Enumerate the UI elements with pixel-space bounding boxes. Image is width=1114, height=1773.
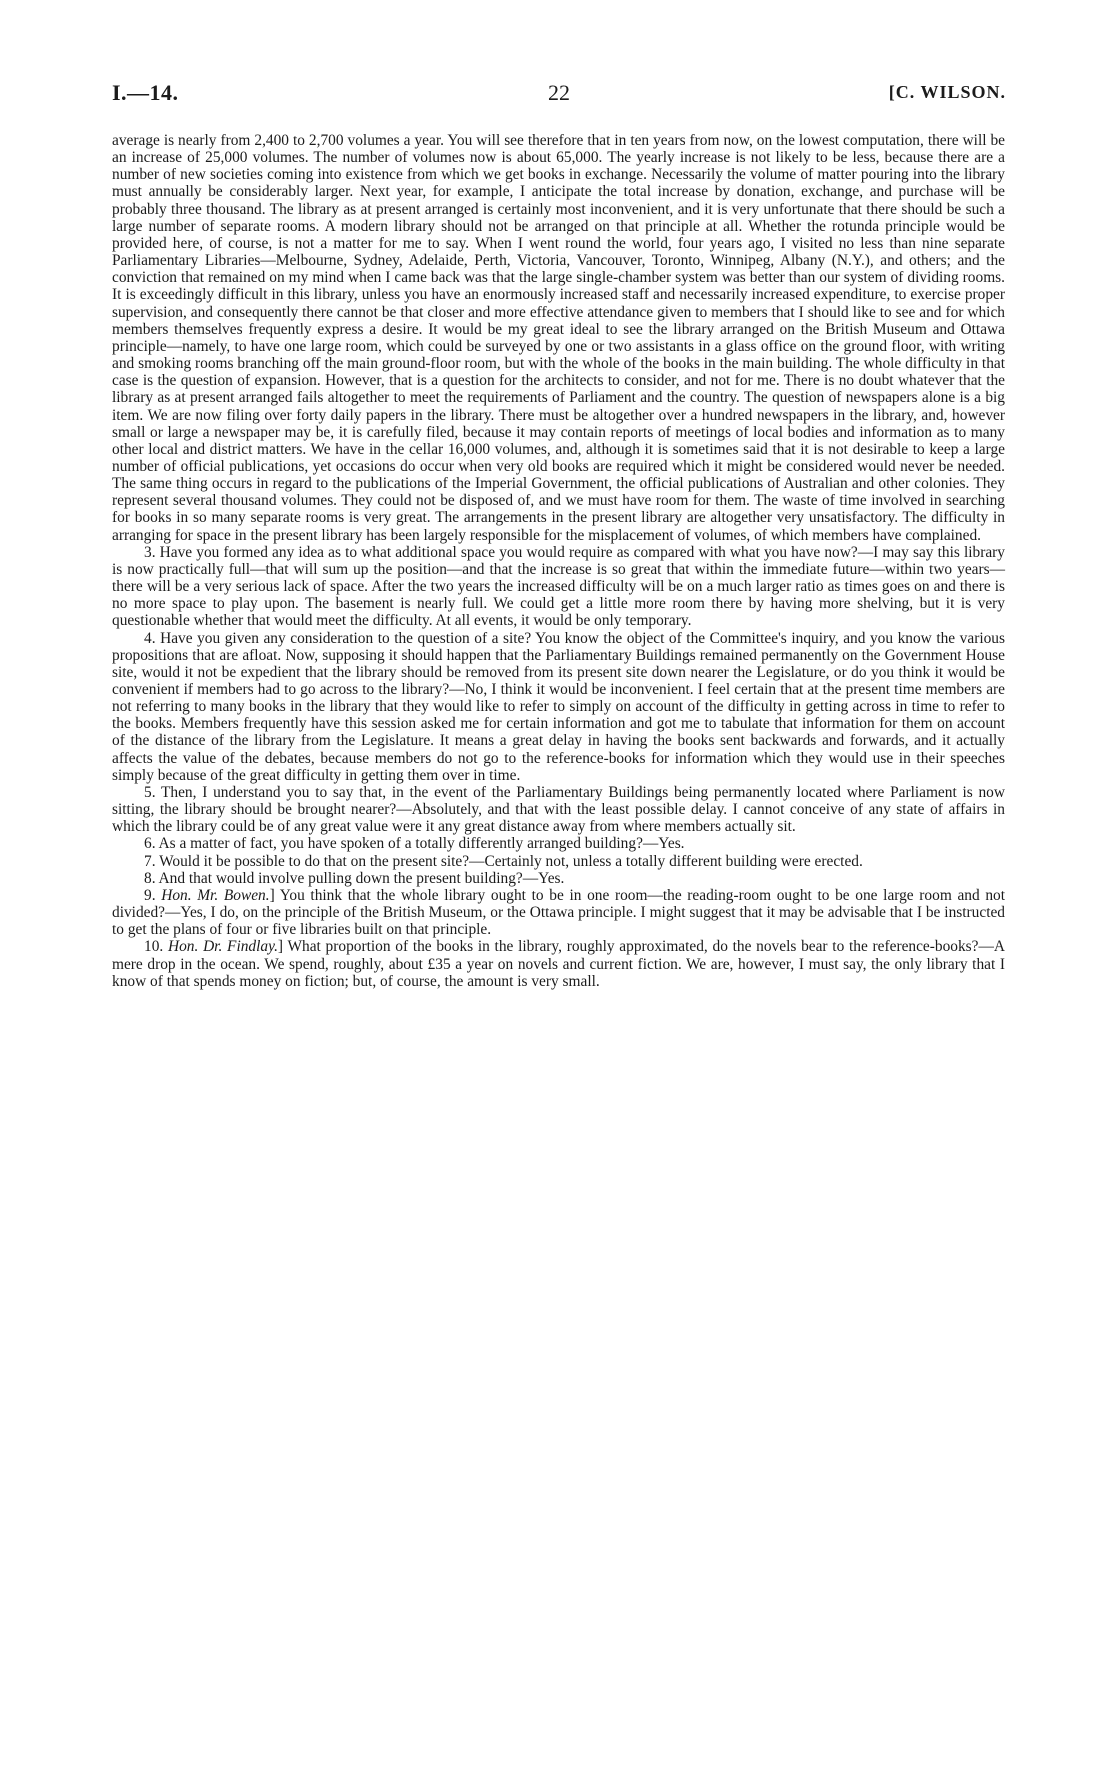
- speaker-name: Hon. Mr. Bowen.: [161, 886, 270, 904]
- speaker-name: Hon. Dr. Findlay.: [167, 938, 278, 956]
- paragraph-question-7: 7. Would it be possible to do that on the present site?—Certainly not, unless a totally different building were erected.: [144, 852, 863, 870]
- paragraph-question-8: 8. And that would involve pulling down the present building?—Yes.: [144, 869, 565, 887]
- question-number: 9.: [144, 886, 162, 904]
- paragraph-question-5: 5. Then, I understand you to say that, in the event of the Parliamentary Buildings being permanently located where Parliament is now sitting, the library should be brought nearer?—Absolutely, and that with the least possible delay. I cannot conceive of any state of affairs in which the library could be of any great value were it any great distance away from where members actually sit.: [112, 783, 1005, 836]
- report-reference: I.—14.: [112, 80, 179, 105]
- paragraph-continuation: average is nearly from 2,400 to 2,700 volumes a year. You will see therefore that in ten years from now, on the lowest computation, there will be an increase of 25,000 volumes. The number of volumes now is about 65,000. The yearly increase is not likely to be less, because there are a number of new societies coming into existence from which we get books in exchange. Necessarily the volume of matter pouring into the library must annually be considerably larger. Next year, for example, I anticipate the total increase by donation, exchange, and purchase will be probably three thousand. The library as at present arranged is certainly most inconvenient, and it is very unfortunate that there should be such a large number of separate rooms. A modern library should not be arranged on that principle at all. Whether the rotunda principle would be provided here, of course, is not a matter for me to say. When I went round the world, four years ago, I visited no less than nine separate Parliamentary Libraries—Melbourne, Sydney, Adelaide, Perth, Victoria, Vancouver, Toronto, Winnipeg, Albany (N.Y.), and others; and the conviction that remained on my mind when I came back was that the large single-chamber system was better than our system of dividing rooms. It is exceedingly difficult in this library, unless you have an enormously increased staff and necessarily increased expenditure, to exercise proper supervision, and consequently there cannot be that closer and more effective attendance given to members that I should like to see and for which members themselves frequently express a desire. It would be my great ideal to see the library arranged on the British Museum and Ottawa principle—namely, to have one large room, which could be surveyed by one or two assistants in a glass office on the ground floor, with writing and smoking rooms branching off the main ground-floor room, but with the whole of the books in the main building. The whole difficulty in that case is the question of expansion. However, that is a question for the architects to consider, and not for me. There is no doubt whatever that the library as at present arranged fails altogether to meet the requirements of Parliament and the country. The question of newspapers alone is a big item. We are now filing over forty daily papers in the library. There must be altogether over a hundred newspapers in the library, and, however small or large a newspaper may be, it is carefully filed, because it may contain reports of meetings of local bodies and information as to many other local and district matters. We have in the cellar 16,000 volumes, and, although it is sometimes said that it is not desirable to keep a large number of official publications, yet occasions do occur when very old books are required which it might be considered would never be needed. The same thing occurs in regard to the publications of the Imperial Government, the official publications of Australian and other colonies. They represent several thousand volumes. They could not be disposed of, and we must have room for them. The waste of time involved in searching for books in so many separate rooms is very great. The arrangements in the present library are altogether very unsatisfactory. The difficulty in arranging for space in the present library has been largely responsible for the misplacement of volumes, of which members have complained.: [112, 132, 1005, 544]
- paragraph-question-3: 3. Have you formed any idea as to what additional space you would require as compared with what you have now?—I may say this library is now practically full—that will sum up the position—and that the increase is so great that within the immediate future—within two years—there will be a very serious lack of space. After the two years the increased difficulty will be on a much larger ratio as times goes on and there is no more space to play upon. The basement is nearly full. We could get a little more room there by having more shelving, but it is very questionable whether that would meet the difficulty. At all events, it would be only temporary.: [112, 543, 1005, 630]
- paragraph-question-6: 6. As a matter of fact, you have spoken of a totally differently arranged building?—Yes.: [144, 835, 685, 853]
- page-number: 22: [548, 80, 570, 105]
- page-header: [112, 80, 1006, 120]
- paragraph-question-9: [112, 887, 1005, 938]
- question-text: ] You think that the whole library ought to be in one room—the reading-room ought to be one large room and not divided?—Yes, I do, on the principle of the British Museum, or the Ottawa principle. I might suggest that it may be advisable that I be instructed to get the plans of four or five libraries built on that principle.: [112, 886, 1006, 939]
- question-number: 10.: [144, 938, 168, 956]
- question-text: ] What proportion of the books in the library, roughly approximated, do the novels bear to the reference-books?—A mere drop in the ocean. We spend, roughly, about £35 a year on novels and current fiction. We are, however, I must say, the only library that I know of that spends money on fiction; but, of course, the amount is very small.: [112, 938, 1005, 990]
- paragraph-question-4: 4. Have you given any consideration to the question of a site? You know the object of the Committee's inquiry, and you know the various propositions that are afloat. Now, supposing it should happen that the Parliamentary Buildings remained permanently on the Government House site, would it not be expedient that the library should be removed from its present site down nearer the Legislature, or do you think it would be convenient if members had to go across to the library?—No, I think it would be inconvenient. I feel certain that at the present time members are not referring to many books in the library that they would like to refer to simply on account of the difficulty in getting across in time to refer to the books. Members frequently have this session asked me for certain information and got me to tabulate that information for them on account of the distance of the library from the Legislature. It means a great delay in having the books sent backwards and forwards, and it actually affects the value of the debates, because members do not go to the reference-books for information which they would use in their speeches simply because of the great difficulty in getting them over in time.: [112, 629, 1005, 784]
- witness-name: [C. WILSON.: [888, 82, 1006, 102]
- body-text: [112, 132, 1005, 990]
- paragraph-question-10: [112, 938, 1005, 989]
